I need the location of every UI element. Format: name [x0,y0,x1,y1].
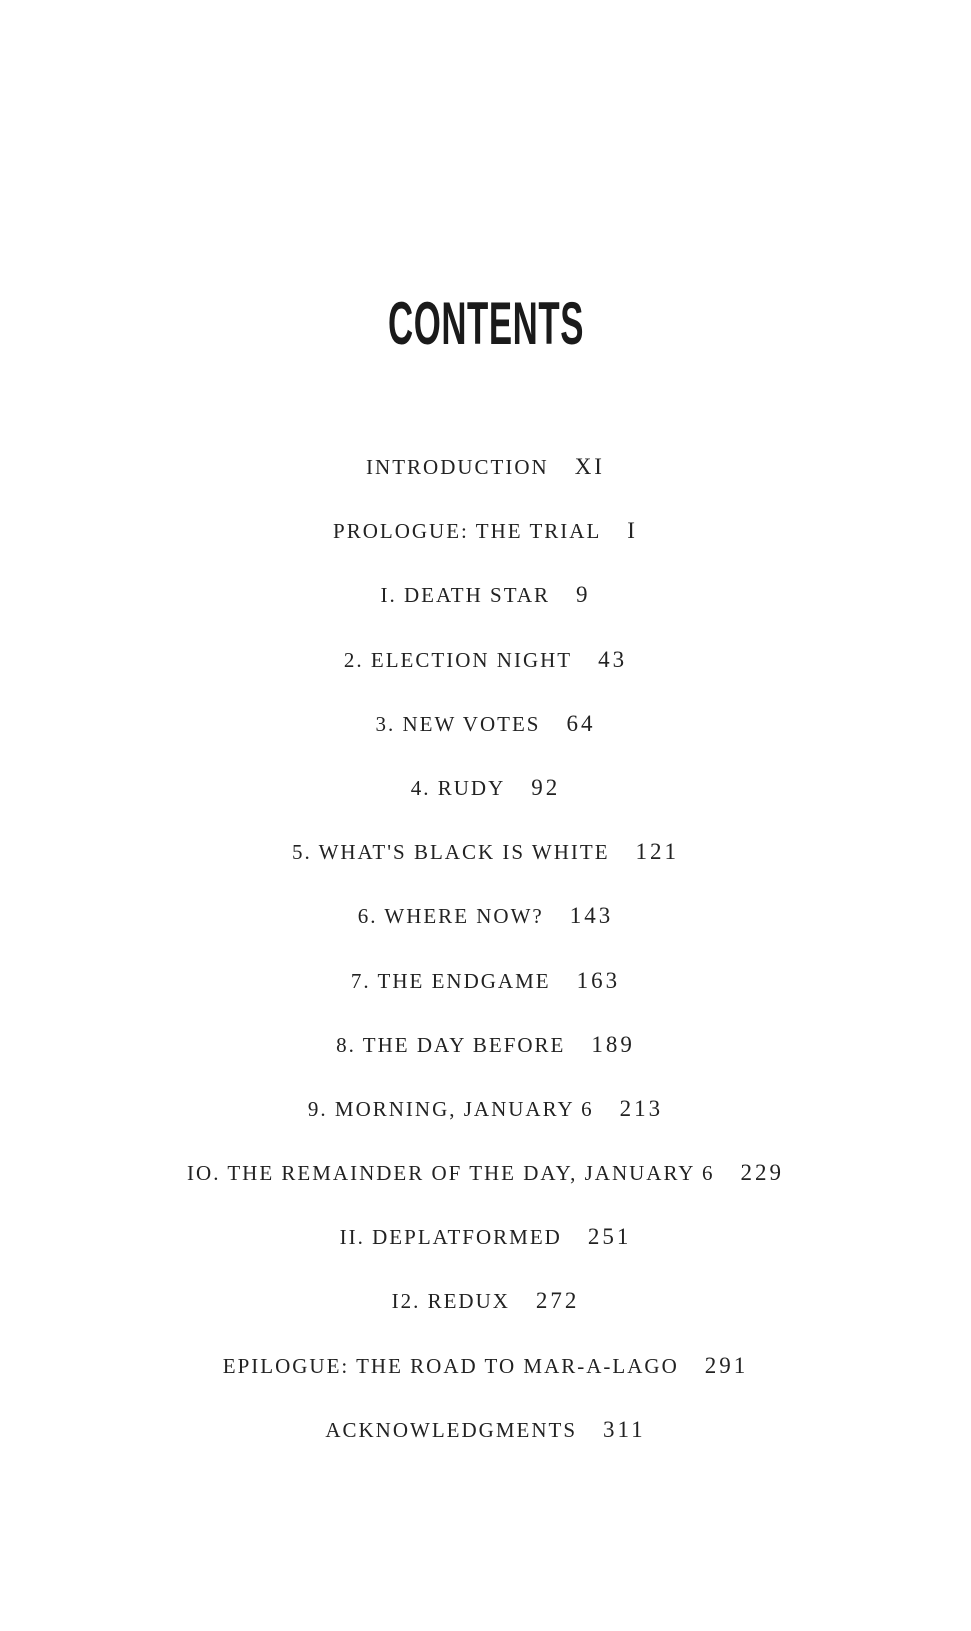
toc-entry-label: II. DEPLATFORMED [339,1225,562,1250]
toc-entry-page: I [627,518,638,544]
toc-entry-page: 143 [569,903,614,929]
toc-entry [0,511,971,575]
toc-entry-label: 6. WHERE NOW? [357,904,544,929]
toc-entry [0,575,971,639]
toc-entry [0,1153,971,1217]
toc-entry-label: 7. THE ENDGAME [350,968,551,993]
toc-entry-label: 8. THE DAY BEFORE [336,1032,566,1057]
toc-entry-label: INTRODUCTION [366,455,549,479]
toc-entry-page: 121 [635,839,680,865]
toc-entry-page: 189 [591,1031,635,1057]
toc-entry [0,704,971,768]
toc-entry-label: 2. ELECTION NIGHT [343,647,573,672]
toc-entry-page: 251 [587,1224,632,1250]
toc-entry-label: PROLOGUE: THE TRIAL [333,519,602,544]
toc-entry-label: IO. THE REMAINDER OF THE DAY, JANUARY 6 [187,1161,715,1186]
page-title [0,290,971,358]
toc-entry [0,640,971,704]
toc-entry-page: 291 [704,1352,749,1378]
toc-entry-page: 64 [566,710,596,736]
toc-entry-page: 92 [531,774,561,800]
toc-entry [0,1089,971,1153]
toc-entry [0,961,971,1025]
toc-entry [0,832,971,896]
toc-entry-label: 4. RUDY [410,775,506,800]
toc-entry [0,1281,971,1345]
toc-entry [0,1410,971,1474]
toc-entry-label: 3. NEW VOTES [375,711,541,736]
toc-entry-page: 213 [619,1095,664,1121]
toc-entry [0,1346,971,1410]
toc-entry-label: EPILOGUE: THE ROAD TO MAR-A-LAGO [222,1353,679,1378]
toc-entry-label: 5. WHAT'S BLACK IS WHITE [291,840,610,865]
toc-entry [0,1217,971,1281]
toc-entry-page: 311 [603,1416,646,1442]
toc-entry-page: 43 [598,646,628,672]
table-of-contents [0,447,971,1474]
toc-entry [0,1025,971,1089]
toc-entry [0,447,971,511]
toc-entry [0,896,971,960]
toc-entry-page: 163 [576,967,621,993]
page-title-text: CONTENTS [387,290,584,358]
toc-entry-page: 9 [576,582,591,608]
toc-entry-page: 229 [740,1160,784,1186]
toc-entry-page: 272 [535,1288,580,1314]
toc-entry-label: I2. REDUX [391,1289,510,1314]
toc-entry-page: XI [574,454,605,479]
toc-entry-label: ACKNOWLEDGMENTS [325,1417,577,1442]
toc-entry [0,768,971,832]
toc-entry-label: 9. MORNING, JANUARY 6 [307,1096,594,1121]
toc-entry-label: I. DEATH STAR [380,583,551,608]
